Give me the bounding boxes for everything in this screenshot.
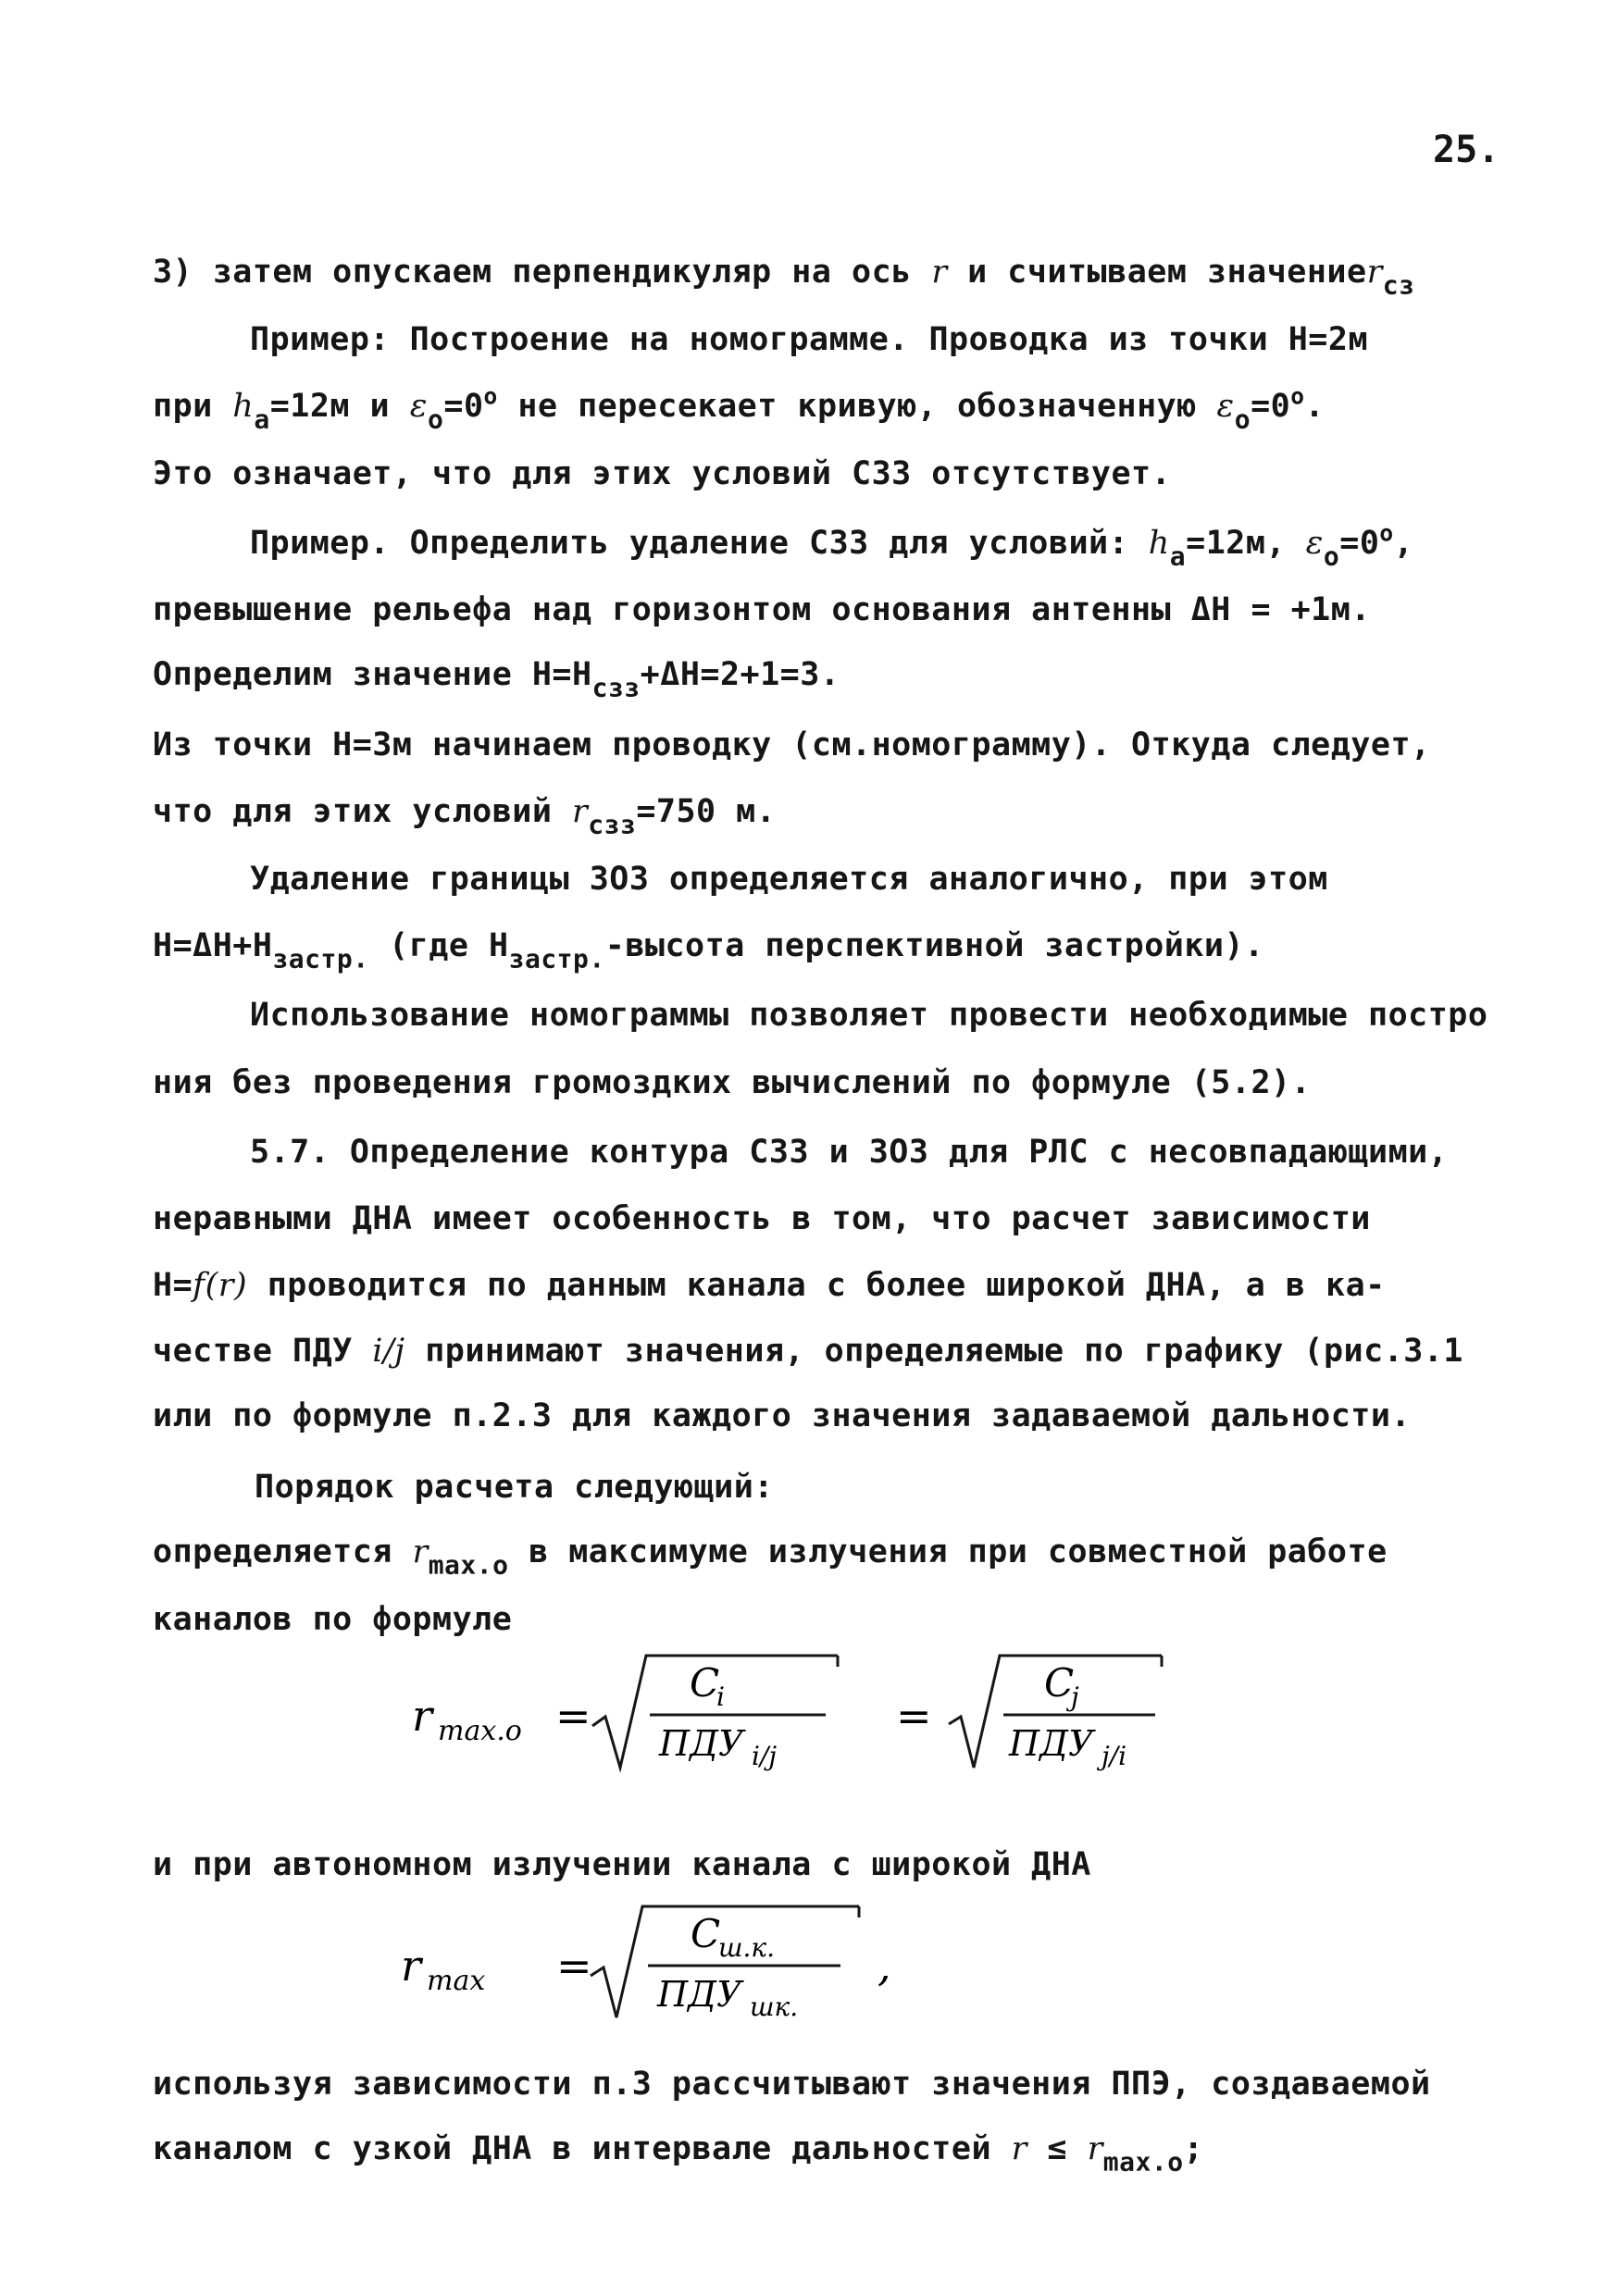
subscript: сз	[1382, 269, 1415, 301]
math-symbol: f(r)	[193, 1267, 248, 1304]
line-text: -высота перспективной застройки).	[604, 927, 1264, 964]
superscript: o	[1379, 519, 1394, 547]
math-symbol: r	[572, 793, 589, 830]
equals-sign: =	[556, 1941, 592, 1991]
subscript: застр.	[272, 943, 369, 974]
denominator-subscript: j/i	[1101, 1741, 1127, 1771]
denominator-subscript: i/j	[752, 1741, 778, 1771]
formula-lhs: r	[401, 1941, 421, 1991]
text-line	[153, 591, 1371, 628]
line-text: .	[1304, 388, 1326, 425]
math-symbol: ε	[1216, 388, 1235, 425]
text-line	[153, 1200, 1371, 1237]
subscript: a	[1169, 540, 1187, 572]
line-text: =12м и	[269, 388, 391, 425]
line-text: H=ΔH+H	[153, 927, 273, 964]
text-line	[153, 1533, 1388, 1581]
denominator-pdu: ПДУ	[1009, 1723, 1094, 1764]
text-line	[153, 726, 1431, 763]
subscript: max.o	[428, 1549, 509, 1581]
line-text: H=	[153, 1267, 193, 1304]
line-text: в максимуме излучения при совместной работе	[529, 1533, 1388, 1570]
line-text: проводится по данным канала с более широкой ДНА, а в ка-	[267, 1267, 1386, 1304]
line-text: +ΔH=2+1=3.	[640, 656, 840, 693]
line-text: Использование номограммы позволяет провести необходимые постро	[250, 997, 1488, 1034]
line-text: Из точки H=3м начинаем проводку (см.номограмму). Откуда следует,	[153, 726, 1431, 763]
text-line	[153, 656, 840, 703]
subscript: сзз	[591, 672, 641, 703]
line-text: что для этих условий	[153, 793, 553, 830]
numerator-c: C	[691, 1911, 721, 1956]
subscript: o	[1234, 403, 1251, 435]
text-line	[153, 1267, 1386, 1304]
line-text: 3) затем опускаем перпендикуляр на ось	[153, 254, 912, 291]
line-text: =12м,	[1186, 525, 1287, 562]
subscript: сзз	[588, 809, 637, 840]
math-symbol: r	[412, 1533, 429, 1570]
numerator-subscript: ш.к.	[718, 1932, 776, 1963]
line-text: Пример. Определить удаление СЗЗ для условий:	[250, 525, 1129, 562]
numerator-subscript: i	[716, 1682, 725, 1712]
subscript: o	[1323, 540, 1340, 572]
line-text: =0	[1251, 388, 1291, 425]
denominator-pdu: ПДУ	[659, 1723, 744, 1764]
text-line	[153, 927, 1264, 974]
denominator-pdu: ПДУ	[657, 1974, 742, 2015]
line-text: и считываем значение	[967, 254, 1367, 291]
superscript: o	[483, 382, 498, 410]
line-text: =750 м.	[636, 793, 777, 830]
line-text: при	[153, 388, 213, 425]
math-symbol: ε	[409, 388, 429, 425]
line-text: ,	[1393, 525, 1414, 562]
line-text: используя зависимости п.3 рассчитывают значения ППЭ, создаваемой	[153, 2066, 1431, 2103]
line-text: ния без проведения громоздких вычислений по формуле (5.2).	[153, 1064, 1312, 1101]
line-text: Это означает, что для этих условий СЗЗ отсутствует.	[153, 455, 1172, 492]
subscript: a	[254, 403, 270, 435]
line-text: не пересекает кривую, обозначенную	[517, 388, 1197, 425]
line-text: неравными ДНА имеет особенность в том, что расчет зависимости	[153, 1200, 1371, 1237]
formula-lhs: r	[412, 1691, 432, 1741]
text-line	[250, 519, 1414, 572]
line-text: принимают значения, определяемые по графику (рис.3.1	[425, 1333, 1463, 1370]
text-line	[153, 1846, 1091, 1883]
equals-sign: =	[555, 1691, 591, 1741]
line-text: 5.7. Определение контура СЗЗ и ЗОЗ для РЛС с несовпадающими,	[250, 1134, 1449, 1171]
line-text: Определим значение H=H	[153, 656, 592, 693]
formula-rmax-o	[407, 1643, 1240, 1781]
subscript: застр.	[508, 943, 605, 974]
line-text: определяется	[153, 1533, 392, 1570]
text-line	[250, 863, 1328, 896]
math-symbol: ε	[1305, 525, 1324, 562]
text-line	[255, 1471, 774, 1504]
math-symbol: h	[232, 388, 255, 425]
line-text: =0	[1339, 525, 1380, 562]
subscript: max.o	[1102, 2146, 1184, 2178]
math-symbol: r	[931, 254, 948, 291]
denominator-subscript: шк.	[750, 1992, 799, 2022]
subscript: o	[428, 403, 444, 435]
line-text: Порядок расчета следующий:	[255, 1469, 774, 1506]
equals-sign: =	[896, 1691, 932, 1741]
math-symbol: r	[1087, 2130, 1103, 2167]
formula-comma: ,	[877, 1941, 891, 1991]
line-text: или по формуле п.2.3 для каждого значения задаваемой дальности.	[153, 1397, 1412, 1434]
formula-rmax	[396, 1888, 952, 2027]
line-text: каналом с узкой ДНА в интервале дальностей	[153, 2130, 992, 2167]
text-line	[250, 999, 1487, 1032]
text-line	[153, 382, 1326, 435]
superscript: o	[1290, 382, 1305, 410]
text-line	[153, 1397, 1412, 1434]
line-text: честве ПДУ	[153, 1333, 353, 1370]
text-line	[153, 455, 1172, 492]
text-line	[153, 793, 777, 840]
text-line	[153, 2130, 1204, 2178]
line-text: ;	[1183, 2130, 1204, 2167]
line-text: Пример: Построение на номограмме. Проводка из точки H=2м	[250, 321, 1369, 358]
numerator-subscript: j	[1071, 1682, 1079, 1712]
text-line	[250, 321, 1369, 358]
math-symbol: h	[1148, 525, 1170, 562]
math-symbol: r	[1366, 254, 1383, 291]
text-line	[153, 1335, 1463, 1368]
line-text: и при автономном излучении канала с широкой ДНА	[153, 1846, 1091, 1883]
numerator-c: C	[1044, 1660, 1075, 1706]
line-text: =0	[443, 388, 484, 425]
line-text: превышение рельефа над горизонтом основания антенны ΔH = +1м.	[153, 591, 1371, 628]
math-symbol: r	[1011, 2130, 1027, 2167]
math-symbol: i/j	[372, 1333, 405, 1370]
formula-lhs-subscript: max.o	[438, 1715, 522, 1747]
text-line	[153, 254, 1415, 301]
numerator-c: C	[690, 1660, 720, 1706]
line-text: (где H	[368, 927, 509, 964]
less-equal-sign: ≤	[1047, 2130, 1067, 2167]
text-line	[153, 1601, 513, 1638]
text-line	[153, 1064, 1312, 1101]
text-line	[250, 1136, 1448, 1169]
page-number: 25.	[1433, 129, 1500, 171]
formula-lhs-subscript: max	[427, 1965, 486, 1997]
line-text: каналов по формуле	[153, 1601, 513, 1638]
text-line	[153, 2068, 1431, 2101]
line-text: Удаление границы ЗОЗ определяется аналогично, при этом	[250, 861, 1328, 898]
